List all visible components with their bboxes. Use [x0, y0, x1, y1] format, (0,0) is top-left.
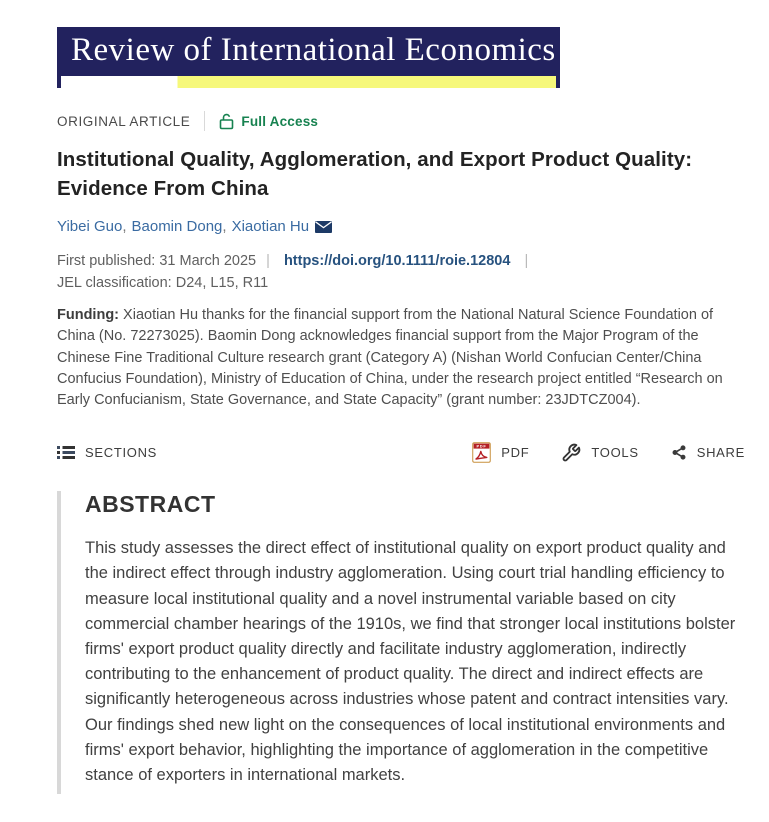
pdf-label: PDF: [501, 445, 530, 461]
article-type-label: ORIGINAL ARTICLE: [57, 113, 191, 129]
share-nodes-icon: [671, 444, 687, 461]
abstract-text: This study assesses the direct effect of institutional quality on export product quality and the indirect effect through industry agglomeration. Using court trial handling efficiency to measure local institutional quality and a novel instrumental variable based on city commercial chamber hearings of the 1910s, we find that stronger local institutions bolster firms' export product quality directly and facilitate industry agglomeration, indirectly contributing to the enhancement of product quality. The direct and indirect effects are significantly heterogeneous across industries whose patent and contract intensities vary. Our findings shed new light on the consequences of local institutional environments and firms' export behavior, highlighting the importance of agglomeration in the competitive stance of exporters in international markets.: [85, 539, 736, 785]
divider-pipe: |: [266, 253, 270, 270]
banner-accent-strip: [61, 76, 556, 88]
first-published-date: 31 March 2025: [159, 253, 257, 270]
access-status: [219, 113, 318, 130]
author-link[interactable]: Xiaotian Hu: [231, 218, 310, 236]
tools-button[interactable]: [561, 443, 638, 463]
divider-pipe: |: [524, 253, 529, 270]
funding-label: Funding:: [57, 307, 120, 324]
doi-link[interactable]: https://doi.org/10.1111/roie.12804: [283, 253, 511, 270]
pdf-file-icon: [472, 442, 491, 463]
abstract-section: [57, 491, 745, 794]
toolbar-right-group: [472, 442, 745, 463]
author-link[interactable]: Yibei Guo: [57, 218, 123, 236]
abstract-heading: ABSTRACT: [85, 491, 216, 518]
first-published-label: First published:: [57, 253, 156, 270]
sections-label: SECTIONS: [85, 445, 158, 461]
unlock-icon: [219, 113, 234, 130]
svg-text:PDF: PDF: [476, 443, 487, 449]
journal-banner[interactable]: [57, 27, 560, 88]
share-label: SHARE: [696, 445, 745, 461]
article-meta-row: [57, 111, 745, 131]
jel-line: [57, 273, 745, 294]
sections-button[interactable]: [57, 445, 157, 460]
share-button[interactable]: [671, 444, 745, 461]
funding-note: [57, 305, 739, 411]
tools-label: TOOLS: [591, 445, 639, 461]
pdf-button[interactable]: [472, 442, 529, 463]
access-label: Full Access: [241, 113, 319, 129]
list-icon: [57, 445, 75, 460]
author-list: [57, 218, 745, 235]
jel-codes: D24, L15, R11: [175, 275, 269, 292]
article-title: Institutional Quality, Agglomeration, and Export Product Quality: Evidence From China: [57, 148, 693, 201]
jel-label: JEL classification:: [57, 275, 172, 292]
author-separator: ,: [122, 218, 127, 236]
publication-info: [57, 251, 745, 294]
author-separator: ,: [222, 218, 227, 236]
article-toolbar: [57, 442, 745, 463]
envelope-icon[interactable]: [315, 221, 332, 233]
funding-text: Xiaotian Hu thanks for the financial support from the National Natural Science Foundation of China (No. 72273025). Baomin Dong acknowledges financial support from the Major Program of the Chinese Fine Traditional Culture research grant (Category A) (Nishan World Confucian Center/China Confucius Foundation), Ministry of Education of China, under the research project entitled “Research on Early Confucianism, State Governance, and State Capacity” (grant number: 23JDTCZ004).: [57, 307, 723, 408]
journal-title: Review of International Economics: [71, 32, 556, 68]
first-published-line: [57, 251, 745, 272]
meta-divider: [204, 111, 205, 131]
author-link[interactable]: Baomin Dong: [131, 218, 223, 236]
wrench-icon: [561, 443, 581, 463]
